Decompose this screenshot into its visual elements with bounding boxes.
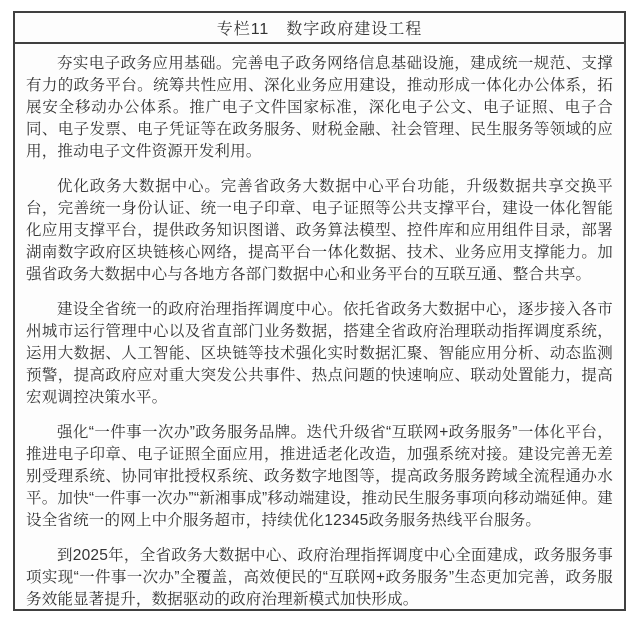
infobox-digital-government-panel [13,11,626,611]
paragraph-governance-command-center: 建设全省统一的政府治理指挥调度中心。依托省政务大数据中心，逐步接入各市州城市运行管理中心以及省直部门业务数据，搭建全省政府治理联动指挥调度系统，运用大数据、人工智能、区块链等技术强化实时数据汇聚、智能应用分析、动态监测预警，提高政府应对重大突发公共事件、热点问题的快速响应、联动处置能力，提高宏观调控决策水平。 [26,301,613,406]
paragraph-service-brand: 强化“一件事一次办”政务服务品牌。迭代升级省“互联网+政务服务”一体化平台，推进电子印章、电子证照全面应用，推进适老化改造，加强系统对接。建设完善无差别受理系统、协同审批授权系统、政务数字地图等，提高政务服务跨域全流程通办水平。加快“一件事一次办”“新湘事成”移动端建设，推动民生服务事项向移动端延伸。建设全省统一的网上中介服务超市，持续优化12345政务服务热线平台服务。 [26,424,613,529]
paragraph-2025-goals: 到2025年，全省政务大数据中心、政府治理指挥调度中心全面建成，政务服务事项实现“一件事一次办”全覆盖，高效便民的“互联网+政务服务”生态更加完善，政务服务效能显著提升，数据驱动的政府治理新模式加快形成。 [26,547,613,608]
paragraph-egov-application-foundation: 夯实电子政务应用基础。完善电子政务网络信息基础设施，建成统一规范、支撑有力的政务平台。统筹共性应用、深化业务应用建设，推动形成一体化办公体系，拓展安全移动办公体系。推广电子文件国家标准，深化电子公文、电子证照、电子合同、电子发票、电子凭证等在政务服务、财税金融、社会管理、民生服务等领域的应用，推动电子文件资源开发利用。 [26,55,613,160]
panel-body [15,44,624,611]
paragraph-big-data-center: 优化政务大数据中心。完善省政务大数据中心平台功能，升级数据共享交换平台，完善统一身份认证、统一电子印章、电子证照等公共支撑平台，建设一体化智能化应用支撑平台，提供政务知识图谱、政务算法模型、控件库和应用组件目录，部署湖南数字政府区块链核心网络，提高平台一体化数据、技术、业务应用支撑能力。加强省政务大数据中心与各地方各部门数据中心和业务平台的互联互通、整合共享。 [26,178,613,283]
panel-title: 专栏11 数字政府建设工程 [15,13,624,44]
